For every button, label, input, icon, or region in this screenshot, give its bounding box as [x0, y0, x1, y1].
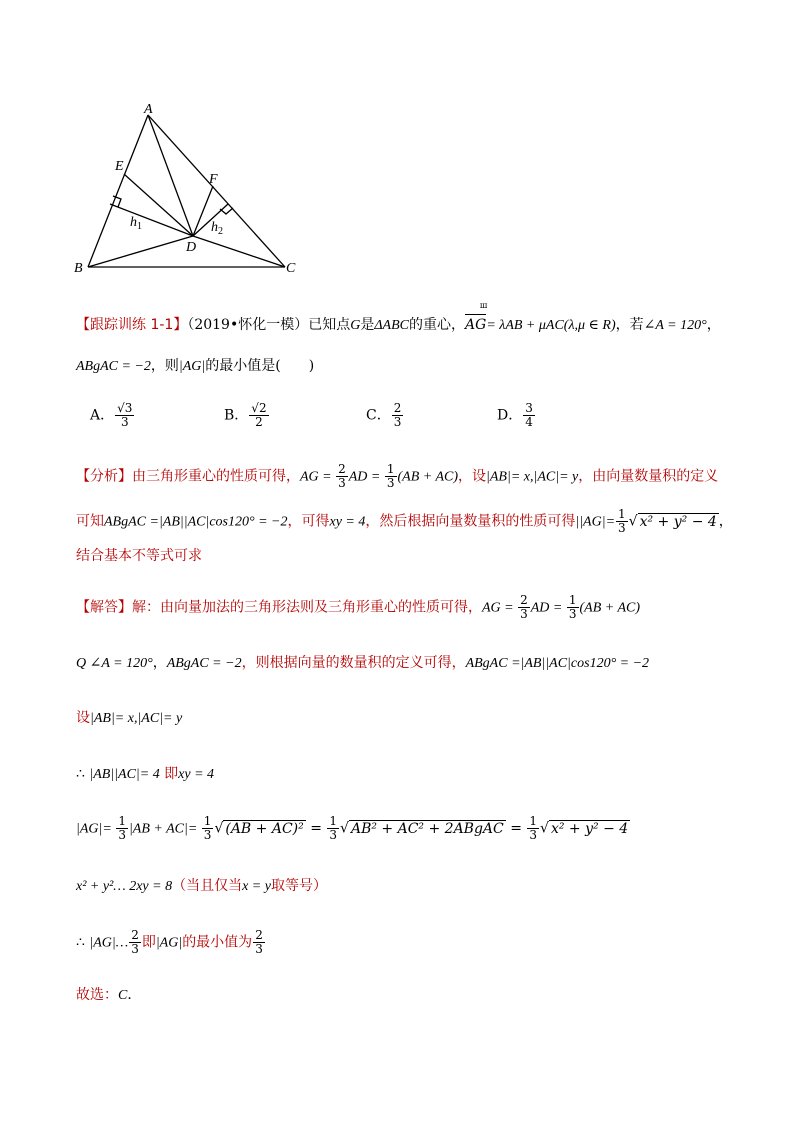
- solution-norm-ag-2: |AG|: [155, 935, 183, 951]
- choice-b-fraction: $\frac{√2}{2}$: [251, 401, 267, 429]
- label-e: E: [115, 159, 124, 174]
- label-h2: $h_2$: [211, 220, 223, 237]
- analysis-text-4: 可知: [76, 513, 104, 530]
- dot-product-condition: ABgAC = −2: [76, 359, 151, 374]
- analysis-ag: AG =: [300, 469, 336, 485]
- norm-ag: |AG|: [178, 359, 206, 374]
- solution-text-8: 的最小值为: [182, 934, 253, 951]
- solution-answer: C: [118, 988, 128, 1003]
- analysis-comma: ，: [718, 513, 733, 530]
- solution-inequality: x² + y²… 2xy = 8: [76, 879, 173, 894]
- angle-a: ∠A = 120°: [643, 318, 707, 333]
- solution-ag: AG =: [482, 600, 518, 616]
- solution-line-4: [76, 763, 214, 783]
- label-b: B: [74, 261, 83, 276]
- equals-2: =: [505, 820, 527, 837]
- solution-norm-bound: |AG|…: [89, 935, 129, 951]
- choice-a-fraction: $\frac{√3}{3}$: [117, 401, 133, 429]
- fraction-two-thirds-2: $\frac{2}{3}$: [520, 593, 528, 621]
- solution-comma: ，: [152, 655, 167, 671]
- analysis-text-1: 由三角形重心的性质可得，: [132, 468, 300, 485]
- analysis-line-2: 可知ABgAC =|AB||AC|cos120° = −2，可得xy = 4，然后根据向量数量积的性质可得||AG|= $\frac{1}{3}$ √ x² + y² − 4 ，: [76, 507, 733, 535]
- problem-text-1: 已知点: [308, 317, 351, 333]
- choice-b-letter: B．: [224, 407, 249, 424]
- choice-a[interactable]: [90, 402, 135, 429]
- solution-period: ．: [127, 987, 142, 1003]
- solution-text-7: 即: [141, 934, 156, 951]
- fraction-one-third-4: $\frac{1}{3}$: [118, 814, 126, 842]
- solution-sum: (AB + AC): [579, 600, 641, 616]
- analysis-tag: 【分析】: [76, 468, 132, 485]
- fraction-two-thirds: $\frac{2}{3}$: [338, 462, 346, 490]
- solution-product-norms: |AB||AC|= 4: [89, 767, 160, 782]
- analysis-text-2: ，设: [458, 468, 487, 485]
- fraction-one-third: $\frac{1}{3}$: [386, 462, 395, 490]
- solution-text-3: 设: [76, 710, 90, 726]
- choice-b[interactable]: [224, 402, 270, 429]
- problem-source: （2019•怀化一模）: [187, 317, 309, 333]
- label-a: A: [144, 102, 153, 117]
- analysis-dot-definition: ABgAC =|AB||AC|cos120° = −2: [104, 514, 288, 530]
- solution-because: Q ∠A = 120°: [76, 656, 153, 671]
- choice-c-fraction: $\frac{2}{3}$: [393, 401, 402, 429]
- solution-text-2: ，则根据向量的数量积的定义可得，: [241, 655, 466, 671]
- fraction-one-third-3: $\frac{1}{3}$: [568, 593, 577, 621]
- solution-sqrt-square: (AB + AC)²: [225, 820, 304, 837]
- analysis-sqrt: x² + y² − 4: [639, 513, 717, 530]
- fraction-two-thirds-4: $\frac{2}{3}$: [255, 928, 263, 956]
- analysis-text-6: ，然后根据向量数量积的性质可得: [365, 513, 576, 530]
- solution-line-6: [76, 875, 327, 895]
- fraction-one-third-7: $\frac{1}{3}$: [529, 814, 538, 842]
- problem-line-1: [76, 313, 721, 334]
- analysis-sum: (AB + AC): [397, 469, 459, 485]
- solution-sqrt-expanded: AB² + AC² + 2ABgAC: [350, 820, 504, 837]
- segment-ad: [148, 115, 193, 236]
- solution-norm-sum: |AB + AC|=: [128, 821, 201, 837]
- solution-set-xy: |AB|= x,|AC|= y: [90, 711, 183, 726]
- choice-d[interactable]: [497, 402, 536, 429]
- problem-text-2: 是: [360, 317, 375, 333]
- problem-text-6: 的最小值是( ): [205, 358, 315, 374]
- problem-tag: 【跟踪训练 1-1】: [76, 317, 188, 333]
- problem-text-3: 的重心，: [409, 317, 466, 333]
- solution-xy: xy = 4: [178, 767, 215, 782]
- therefore-1: ∴: [76, 766, 85, 782]
- analysis-xy: xy = 4: [329, 514, 366, 530]
- analysis-ad: AD =: [348, 469, 384, 485]
- problem-text-5: ，则: [150, 358, 179, 374]
- analysis-norm-ag: ||AG|=: [575, 514, 616, 530]
- vector-ag: AG ш: [465, 313, 486, 333]
- point-g: G: [350, 318, 361, 333]
- solution-sqrt-xy: x² + y² − 4: [550, 820, 629, 837]
- solution-line-3: [76, 707, 182, 727]
- segment-fd: [193, 186, 213, 236]
- problem-line-2: [76, 355, 314, 375]
- fraction-one-third-6: $\frac{1}{3}$: [329, 814, 338, 842]
- analysis-line-1: [76, 463, 718, 490]
- choice-c-letter: C．: [366, 407, 391, 424]
- analysis-text-5: ，可得: [287, 513, 330, 530]
- fraction-two-thirds-3: $\frac{2}{3}$: [131, 928, 139, 956]
- segment-bd: [88, 236, 193, 267]
- solution-line-2: [76, 652, 649, 672]
- solution-text-5: （当且仅当: [172, 878, 243, 894]
- solution-line-7: [76, 929, 266, 956]
- comma: ，: [706, 317, 721, 333]
- solution-dot-definition: ABgAC =|AB||AC|cos120° = −2: [465, 656, 650, 671]
- equals-1: =: [305, 820, 327, 837]
- label-f: F: [209, 172, 218, 187]
- solution-line-1: [76, 594, 640, 621]
- choice-d-letter: D．: [497, 407, 523, 424]
- solution-dot-condition: ABgAC = −2: [166, 656, 242, 671]
- solution-text-1: 解：由向量加法的三角形法则及三角形重心的性质可得，: [132, 599, 482, 616]
- choice-c[interactable]: [366, 402, 404, 429]
- solution-tag: 【解答】: [76, 599, 132, 616]
- analysis-text-3: ，由向量数量积的定义: [578, 468, 719, 485]
- solution-equality-condition: x = y: [242, 879, 271, 894]
- problem-text-4: ，若: [615, 317, 644, 333]
- label-c: C: [286, 261, 296, 276]
- solution-norm-ag: |AG|=: [76, 821, 116, 837]
- choice-a-letter: A．: [90, 407, 115, 424]
- choice-d-fraction: $\frac{3}{4}$: [525, 401, 533, 429]
- equation-ag: = λAB + μAC(λ,μ ∈ R): [486, 318, 616, 333]
- fraction-one-third-2: $\frac{1}{3}$: [618, 507, 626, 535]
- therefore-2: ∴: [76, 934, 85, 951]
- solution-text-4: 即: [164, 766, 179, 782]
- height-h1: [110, 204, 193, 236]
- triangle-abc: ΔABC: [374, 318, 410, 333]
- fraction-one-third-5: $\frac{1}{3}$: [203, 814, 212, 842]
- solution-line-8: [76, 984, 141, 1004]
- solution-line-5: |AG|= $\frac{1}{3}$ |AB + AC|= $\frac{1}{3}$ √ (AB + AC)² = $\frac{1}{3}$ √ AB² + AC² + 2ABgAC = $\frac{1}{3}$ √ x² + y² − 4: [76, 814, 629, 842]
- label-d: D: [186, 240, 197, 255]
- solution-ad: AD =: [530, 600, 566, 616]
- label-h1: $h_1$: [130, 215, 142, 232]
- analysis-set-xy: |AB|= x,|AC|= y: [486, 469, 579, 485]
- solution-text-6: 取等号）: [270, 878, 327, 894]
- triangle-figure: [70, 100, 330, 285]
- side-ab: [88, 115, 148, 267]
- analysis-line-3: 结合基本不等式可求: [76, 548, 202, 564]
- solution-text-9: 故选：: [76, 987, 118, 1003]
